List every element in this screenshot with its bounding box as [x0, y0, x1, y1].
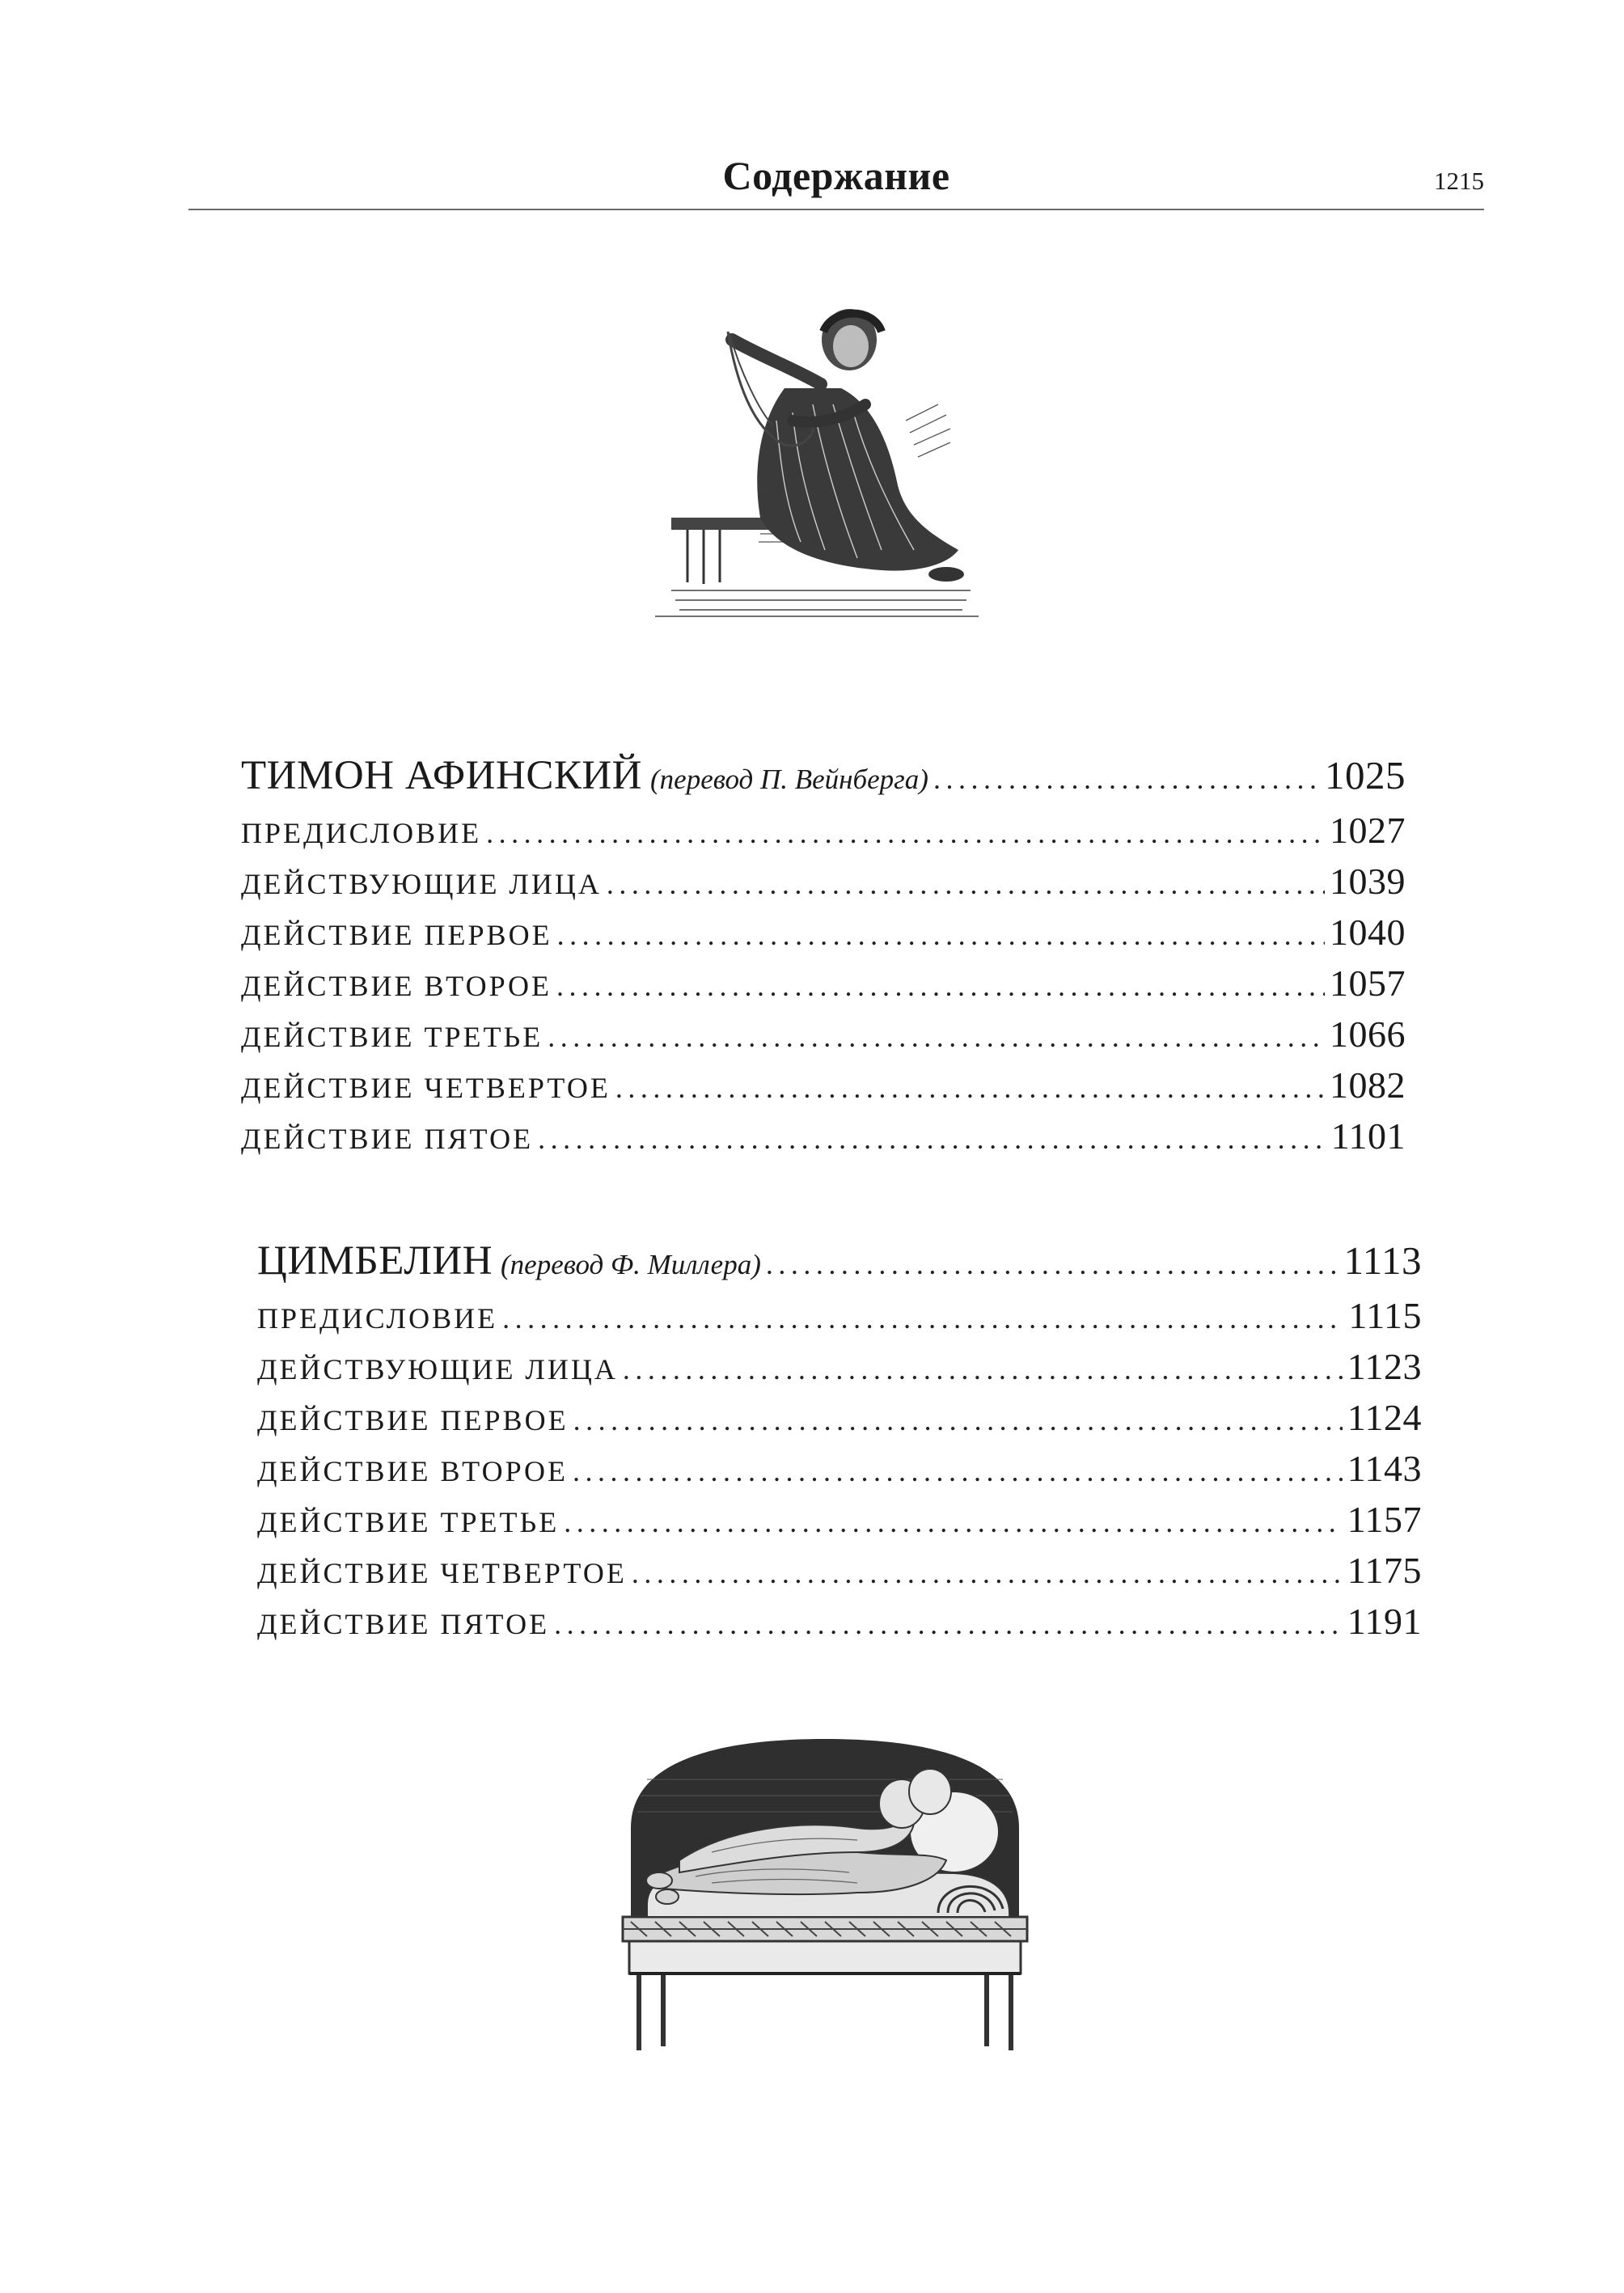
toc-page-number: 1191 — [1347, 1601, 1422, 1642]
toc-entry-label: ПРЕДИСЛОВИЕ — [257, 1302, 498, 1335]
toc-page-number: 1115 — [1348, 1295, 1422, 1336]
toc-page-number: 1066 — [1330, 1013, 1406, 1055]
toc-page-number: 1025 — [1325, 753, 1406, 797]
toc-entry[interactable] — [257, 1498, 1422, 1549]
dot-leader — [632, 1556, 1343, 1590]
toc-entry[interactable] — [257, 1396, 1422, 1447]
dot-leader — [573, 1403, 1343, 1437]
toc-entry[interactable] — [257, 1600, 1422, 1651]
toc-page-number: 1039 — [1330, 861, 1406, 902]
toc-page-number: 1057 — [1330, 962, 1406, 1004]
toc-page-number: 1082 — [1330, 1064, 1406, 1106]
woman-with-thread-illustration — [639, 283, 995, 623]
toc-entry-label: ДЕЙСТВИЕ ТРЕТЬЕ — [257, 1506, 560, 1538]
dot-leader — [623, 1352, 1343, 1386]
toc-page-number: 1143 — [1347, 1448, 1422, 1489]
toc-section-cymbeline — [257, 1237, 1422, 1651]
toc-play-title: ТИМОН АФИНСКИЙ — [241, 753, 643, 798]
dot-leader — [615, 1071, 1325, 1105]
toc-entry-label: ДЕЙСТВИЕ ПЯТОЕ — [257, 1608, 550, 1640]
toc-page-number: 1027 — [1330, 810, 1406, 851]
header-rule — [188, 209, 1484, 210]
toc-entry[interactable] — [257, 1549, 1422, 1600]
toc-play-title: ЦИМБЕЛИН — [257, 1238, 493, 1284]
dot-leader — [502, 1301, 1343, 1335]
dot-leader — [548, 1020, 1325, 1054]
toc-page-number: 1123 — [1347, 1346, 1422, 1387]
toc-entry-title[interactable] — [241, 752, 1406, 809]
toc-entry[interactable] — [241, 860, 1406, 911]
toc-entry-title[interactable] — [257, 1237, 1422, 1294]
page-number: 1215 — [1434, 167, 1484, 195]
toc-entry[interactable] — [257, 1345, 1422, 1396]
toc-entry-label: ДЕЙСТВИЕ ВТОРОЕ — [257, 1455, 569, 1487]
dot-leader — [554, 1607, 1343, 1641]
dot-leader — [538, 1122, 1326, 1156]
toc-entry[interactable] — [241, 1064, 1406, 1115]
dot-leader — [573, 1454, 1343, 1488]
dot-leader — [564, 1505, 1343, 1539]
toc-page-number: 1113 — [1343, 1238, 1422, 1283]
dot-leader — [933, 762, 1320, 796]
toc-entry-label: ДЕЙСТВИЕ ЧЕТВЕРТОЕ — [241, 1072, 611, 1104]
dot-leader — [557, 918, 1325, 952]
toc-entry-label: ДЕЙСТВИЕ ПЯТОЕ — [241, 1123, 534, 1155]
toc-page-number: 1101 — [1330, 1115, 1406, 1157]
toc-entry-label: ДЕЙСТВИЕ ЧЕТВЕРТОЕ — [257, 1557, 627, 1589]
toc-page-number: 1124 — [1347, 1397, 1422, 1438]
toc-entry[interactable] — [257, 1447, 1422, 1498]
toc-section-timon — [241, 752, 1406, 1166]
page-title: Содержание — [722, 153, 950, 198]
toc-translator: (перевод Ф. Миллера) — [501, 1249, 761, 1280]
toc-entry-label: ДЕЙСТВИЕ ВТОРОЕ — [241, 970, 552, 1002]
toc-page-number: 1175 — [1347, 1550, 1422, 1591]
dot-leader — [607, 867, 1325, 901]
toc-entry-label: ПРЕДИСЛОВИЕ — [241, 817, 482, 849]
toc-page-number: 1040 — [1330, 912, 1406, 953]
toc-entry[interactable] — [241, 1115, 1406, 1166]
toc-entry[interactable] — [241, 911, 1406, 962]
sleeping-children-illustration — [615, 1731, 1035, 2071]
dot-leader — [766, 1247, 1339, 1281]
toc-entry[interactable] — [241, 962, 1406, 1013]
toc-translator: (перевод П. Вейнберга) — [650, 764, 928, 795]
toc-entry-label: ДЕЙСТВУЮЩИЕ ЛИЦА — [241, 868, 602, 900]
dot-leader — [556, 969, 1325, 1003]
toc-entry[interactable] — [241, 809, 1406, 860]
toc-page-number: 1157 — [1347, 1499, 1422, 1540]
running-header — [188, 146, 1484, 210]
toc-entry-label: ДЕЙСТВИЕ ПЕРВОЕ — [241, 919, 552, 951]
toc-entry-label: ДЕЙСТВУЮЩИЕ ЛИЦА — [257, 1353, 618, 1386]
dot-leader — [486, 816, 1325, 850]
toc-entry-label: ДЕЙСТВИЕ ТРЕТЬЕ — [241, 1021, 543, 1053]
toc-entry-label: ДЕЙСТВИЕ ПЕРВОЕ — [257, 1404, 569, 1436]
toc-entry[interactable] — [257, 1294, 1422, 1345]
toc-entry[interactable] — [241, 1013, 1406, 1064]
